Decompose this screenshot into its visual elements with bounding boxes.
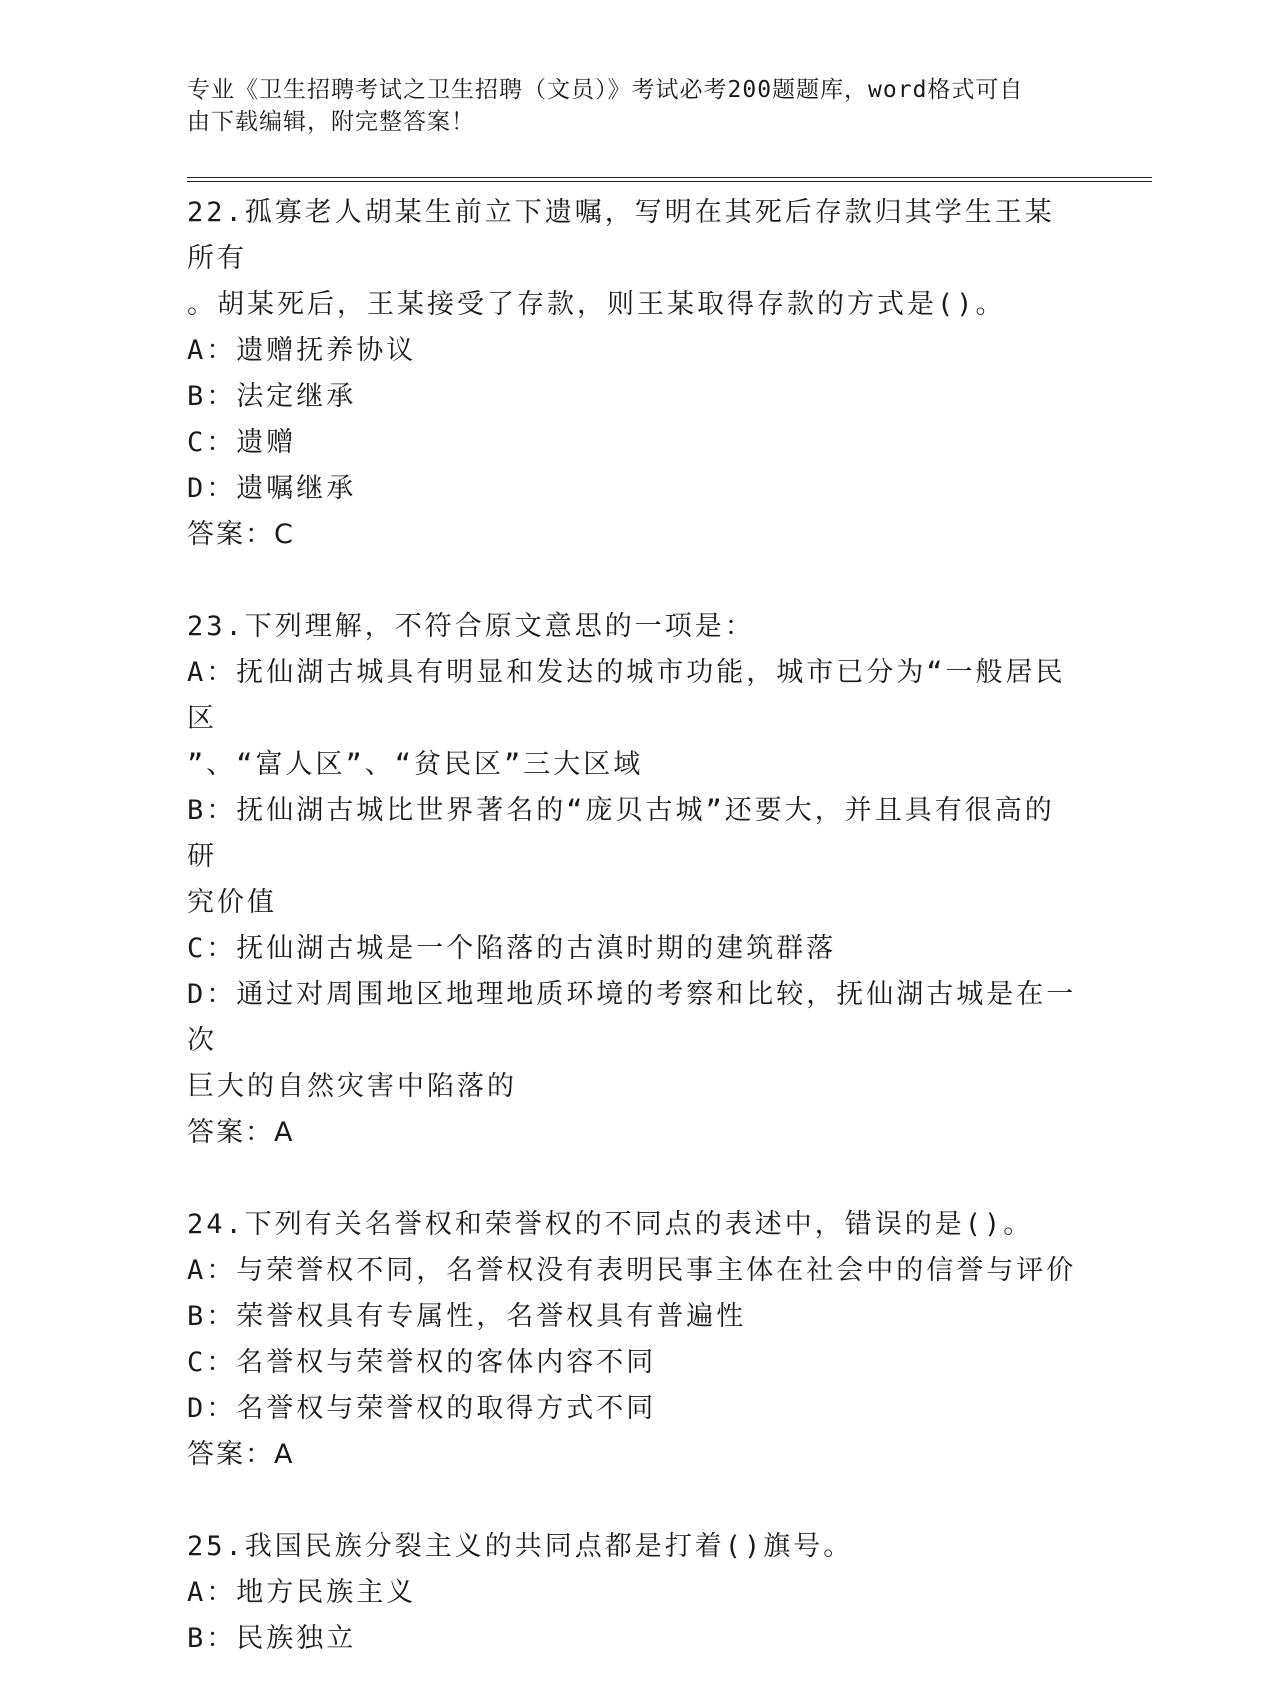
answer-option: B：民族独立: [187, 1623, 357, 1654]
answer-key: 答案：C: [187, 519, 295, 550]
question-block: [187, 604, 1077, 1156]
answer-option: 巨大的自然灾害中陷落的: [187, 1071, 517, 1102]
question-stem: 。胡某死后，王某接受了存款，则王某取得存款的方式是()。: [187, 289, 1006, 320]
answer-option: ”、“富人区”、“贫民区”三大区域: [187, 749, 644, 780]
answer-key: 答案：A: [187, 1117, 295, 1148]
header-line-1: 专业《卫生招聘考试之卫生招聘（文员）》考试必考200题题库，word格式可自: [187, 77, 1024, 103]
answer-option: D：遗嘱继承: [187, 473, 357, 504]
question-block: [187, 1202, 1077, 1478]
answer-option: C：抚仙湖古城是一个陷落的古滇时期的建筑群落: [187, 933, 837, 964]
header-divider-top: [187, 177, 1152, 178]
question-list: [187, 190, 1077, 1708]
question-stem: 24.下列有关名誉权和荣誉权的不同点的表述中，错误的是()。: [187, 1209, 1034, 1240]
answer-option: A：地方民族主义: [187, 1577, 417, 1608]
answer-option: C：遗赠: [187, 427, 297, 458]
answer-option: 究价值: [187, 887, 277, 918]
answer-option: A：与荣誉权不同，名誉权没有表明民事主体在社会中的信誉与评价: [187, 1255, 1077, 1286]
question-stem: 23.下列理解，不符合原文意思的一项是：: [187, 611, 755, 642]
answer-option: B：法定继承: [187, 381, 357, 412]
answer-option: A：抚仙湖古城具有明显和发达的城市功能，城市已分为“一般居民区: [187, 657, 1066, 734]
question-stem: 25.我国民族分裂主义的共同点都是打着()旗号。: [187, 1531, 854, 1562]
answer-key: 答案：A: [187, 1439, 295, 1470]
header-line-2: 由下载编辑，附完整答案！: [187, 109, 475, 135]
answer-option: C：名誉权与荣誉权的客体内容不同: [187, 1347, 657, 1378]
header-divider-bottom: [187, 181, 1152, 182]
answer-option: D：名誉权与荣誉权的取得方式不同: [187, 1393, 657, 1424]
question-block: [187, 190, 1077, 558]
answer-option: B：抚仙湖古城比世界著名的“庞贝古城”还要大，并且具有很高的研: [187, 795, 1055, 872]
page-header: [187, 74, 1067, 138]
answer-option: A：遗赠抚养协议: [187, 335, 417, 366]
answer-option: D：通过对周围地区地理地质环境的考察和比较，抚仙湖古城是在一次: [187, 979, 1077, 1056]
question-stem: 22.孤寡老人胡某生前立下遗嘱，写明在其死后存款归其学生王某所有: [187, 197, 1055, 274]
answer-option: B：荣誉权具有专属性，名誉权具有普遍性: [187, 1301, 747, 1332]
question-block: [187, 1524, 1077, 1662]
